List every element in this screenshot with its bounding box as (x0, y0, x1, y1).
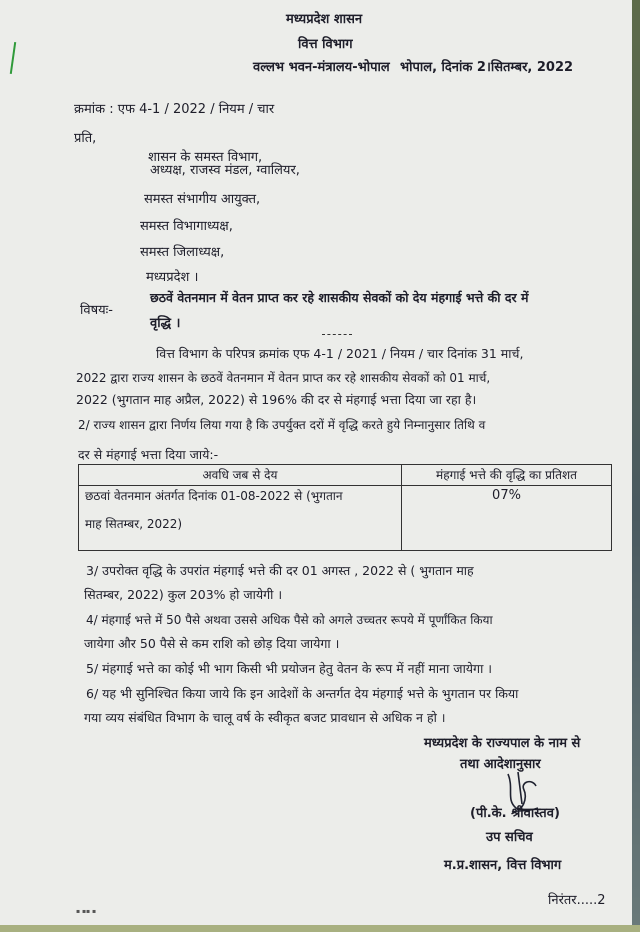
para3-line-1: 3/ उपरोक्त वृद्धि के उपरांत मंहगाई भत्ते की दर 01 अगस्त , 2022 से ( भुगतान माह (86, 563, 474, 578)
para6-line-2: गया व्यय संबंधित विभाग के चालू वर्ष के स्वीकृत बजट प्रावधान से अधिक न हो । (84, 710, 446, 725)
table-header-period: अवधि जब से देय (79, 465, 402, 486)
officer-name: (पी.के. श्रीवास्तव) (470, 806, 560, 821)
para1-line-2: 2022 द्वारा राज्य शासन के छठवें वेतनमान में वेतन प्राप्त कर रहे शासकीय सेवकों को 01 मार्च, (76, 371, 491, 385)
addressee-5: समस्त जिलाध्यक्ष, (140, 245, 225, 260)
subject-line-2: वृद्धि । (150, 316, 181, 331)
reference-number: क्रमांक : एफ 4-1 / 2022 / नियम / चार (74, 102, 275, 117)
margin-mark (10, 42, 16, 74)
header-address: वल्लभ भवन-मंत्रालय-भोपाल (253, 60, 390, 75)
table-cell-period (79, 486, 402, 551)
subject-label: विषयः- (80, 303, 113, 318)
page-right-edge (632, 0, 640, 932)
separator-dash (322, 334, 352, 335)
table-header-percent: मंहगाई भत्ते की वृद्धि का प्रतिशत (402, 465, 612, 486)
para4-line-2: जायेगा और 50 पैसे से कम राशि को छोड़ दिया जायेगा । (84, 636, 340, 651)
officer-office: म.प्र.शासन, वित्त विभाग (444, 858, 562, 873)
officer-designation: उप सचिव (486, 830, 533, 845)
para1-line-1: वित्त विभाग के परिपत्र क्रमांक एफ 4-1 / 2021 / नियम / चार दिनांक 31 मार्च, (156, 346, 524, 361)
addressee-2: अध्यक्ष, राजस्व मंडल, ग्वालियर, (150, 163, 300, 178)
header-department: वित्त विभाग (298, 37, 353, 52)
continued-marker: निरंतर.....2 (548, 893, 606, 908)
signature-line-2: तथा आदेशानुसार (460, 757, 541, 772)
table-header-row (79, 465, 612, 486)
page-bottom-edge (0, 925, 640, 932)
period-line-2: माह सितम्बर, 2022) (85, 517, 183, 531)
subject-line-1: छठवें वेतनमान में वेतन प्राप्त कर रहे शासकीय सेवकों को देय मंहगाई भत्ते की दर में (150, 290, 529, 305)
para1-line-3: 2022 (भुगतान माह अप्रैल, 2022) से 196% की दर से मंहगाई भत्ता दिया जा रहा है। (76, 392, 477, 407)
addressee-1: शासन के समस्त विभाग, (148, 150, 263, 165)
header-date: भोपाल, दिनांक 2।सितम्बर, 2022 (400, 60, 574, 75)
addressee-4: समस्त विभागाध्यक्ष, (140, 219, 233, 234)
table-cell-percent: 07% (402, 486, 612, 551)
addressee-3: समस्त संभागीय आयुक्त, (144, 192, 261, 207)
para4-line-1: 4/ मंहगाई भत्ते में 50 पैसे अथवा उससे अधिक पैसे को अगले उच्चतर रूपये में पूर्णांकित किया (86, 613, 493, 627)
para6-line-1: 6/ यह भी सुनिश्चित किया जाये कि इन आदेशों के अन्तर्गत देय मंहगाई भत्ते के भुगतान पर किया (86, 686, 519, 701)
table-row (79, 486, 612, 551)
header-government: मध्यप्रदेश शासन (286, 12, 363, 27)
footer-mark: ▪ ▪▪ ▪ (76, 908, 97, 915)
signature-line-1: मध्यप्रदेश के राज्यपाल के नाम से (424, 736, 581, 751)
da-rate-table (78, 464, 612, 551)
prati-label: प्रति, (74, 131, 97, 146)
para3-line-2: सितम्बर, 2022) कुल 203% हो जायेगी । (84, 587, 283, 602)
para5: 5/ मंहगाई भत्ते का कोई भी भाग किसी भी प्रयोजन हेतु वेतन के रूप में नहीं माना जायेगा । (86, 661, 493, 676)
para2-line-2: दर से मंहगाई भत्ता दिया जाये:- (78, 447, 219, 462)
period-line-1: छठवां वेतनमान अंतर्गत दिनांक 01-08-2022 से (भुगतान (85, 489, 343, 503)
para2-line-1: 2/ राज्य शासन द्वारा निर्णय लिया गया है कि उपर्युक्त दरों में वृद्धि करते हुये निम्नानुसार तिथि व (78, 418, 486, 432)
addressee-6: मध्यप्रदेश । (146, 270, 199, 285)
